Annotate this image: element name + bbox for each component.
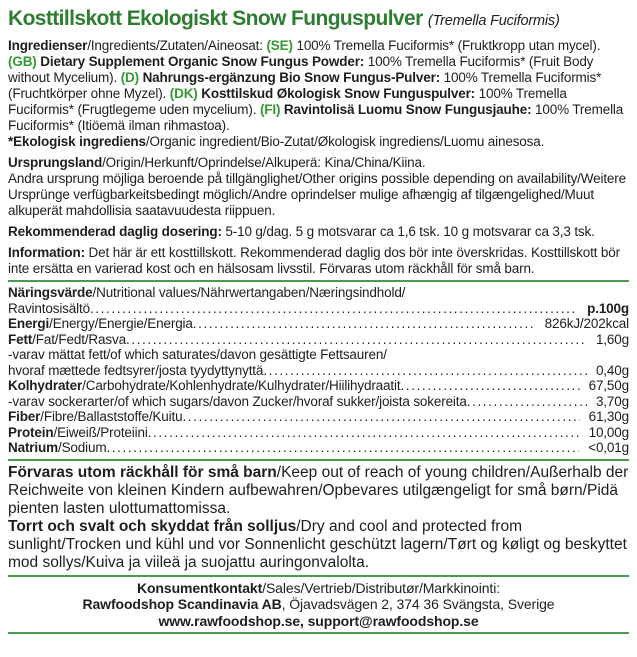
ingredients-segment: Kosttilskud Økologisk Snow Funguspulver: [197, 86, 476, 101]
dotted-leader [263, 363, 587, 379]
table-row: Fett/Fat/Fedt/Rasva ..... 1,60g [8, 332, 629, 348]
nutrition-label: Natrium [8, 440, 58, 455]
section-divider [8, 459, 629, 461]
nutrition-label: hvoraf mættede fedtsyrer/josta tyydyttynyttä [8, 362, 264, 378]
ingredients-segment: Dietary Supplement Organic Snow Fungus Powder: [36, 54, 365, 69]
organic-note-lead: *Ekologisk ingrediens [8, 134, 146, 149]
origin-heading-line [8, 155, 629, 171]
footer-web-email: www.rawfoodshop.se, support@rawfoodshop.se [158, 612, 479, 629]
nutrition-label: -varav sockerarter/of which sugars/davon Zucker/hvoraf sukker/joista sokereita [8, 393, 467, 409]
lang-tag-gb: (GB) [8, 54, 37, 69]
storage-dry-text: /Dry and cool and protected from sunlight/Trocken und kühl und vor Sonnenlicht geschützt lagern/Tørt og køligt og beskyttet mod sollys/Kuiva ja viileä ja suojattu auringonvalolta. [8, 517, 627, 571]
ingredients-segment: Nahrungs-ergänzung Bio Snow Fungus-Pulver: [138, 70, 441, 85]
dotted-leader [467, 394, 587, 410]
nutrition-value: 1,60g [595, 331, 629, 347]
footer-address-rest: , Öjavadsvägen 2, 374 36 Svängsta, Sverige [281, 596, 555, 612]
nutrition-label: Fiber [8, 409, 41, 424]
origin-heading: Ursprungsland [8, 155, 103, 170]
lang-tag-dk: (DK) [169, 86, 198, 101]
nutrition-value: 61,30g [588, 409, 629, 424]
storage-keep-heading: Förvaras utom räckhåll för små barn [8, 463, 277, 481]
product-name: Kosttillskott Ekologiskt Snow Funguspulver [8, 7, 423, 30]
footer-contact-heading: Konsumentkontakt [136, 579, 263, 596]
nutrition-value: 67,50g [588, 378, 629, 393]
ingredients-heading: Ingredienser [8, 38, 88, 53]
footer-contact [8, 580, 629, 597]
dosage-text: 5-10 g/dag. 5 g motsvarar ca 1,6 tsk. 10 g motsvarar ca 3,3 tsk. [221, 224, 595, 239]
table-row: Fiber/Fibre/Ballaststoffe/Kuitu ..... 61,30g [8, 409, 629, 425]
nutrition-table [8, 285, 629, 456]
table-row: Protein/Eiweiß/Proteiini ..... 10,00g [8, 425, 629, 441]
latin-name: (Tremella Fuciformis) [427, 13, 560, 29]
origin-countries: /Origin/Herkunft/Oprindelse/Alkuperä: Kina/China/Kiina. [102, 155, 426, 170]
lang-tag-fi: (FI) [259, 102, 281, 117]
ingredients-segment: 100% Tremella Fuciformis* (Fruit Body without Mycelium). [8, 54, 594, 85]
information-heading: Information: [8, 245, 85, 260]
nutrition-row-saturates-line1: -varav mättat fett/of which saturates/davon gesättigte Fettsauren/ [8, 347, 387, 362]
nutrition-value: 826kJ/202kcal [544, 316, 629, 331]
nutrition-label: Ravintosisältö [8, 300, 90, 316]
page-title [8, 6, 629, 34]
section-divider [8, 575, 629, 577]
ingredients-paragraph [8, 38, 629, 134]
storage-dry-heading: Torrt och svalt och skyddat från solljus [8, 517, 297, 535]
dotted-leader [400, 378, 579, 394]
nutrition-label: Kolhydrater [8, 378, 83, 393]
table-row: Energi/Energy/Energie/Energia ..... 826kJ/202kcal [8, 316, 629, 332]
footer-company-name: Rawfoodshop Scandinavia AB [82, 596, 282, 612]
origin-section [8, 155, 629, 219]
information-text: Det här är ett kosttillskott. Rekommenderad daglig dos bör inte överskridas. Kosttillskott bör inte ersätta en varierad kost och en hälsosam livsstil. Förvaras utom räckhåll för små barn. [8, 245, 620, 276]
footer-address [8, 596, 629, 613]
nutrition-label: /Nutritional values/Nährwertangaben/Næringsindhold/ [92, 285, 406, 300]
organic-note-rest: /Organic ingredient/Bio-Zutat/Økologisk ingrediens/Luomu ainesosa. [145, 134, 545, 149]
dotted-leader [90, 301, 578, 317]
nutrition-value: <0,01g [588, 440, 629, 455]
dotted-leader [148, 425, 580, 441]
nutrition-label: Näringsvärde [8, 285, 93, 300]
nutrition-value: 0,40g [595, 362, 629, 378]
section-divider [8, 632, 629, 634]
dosage-paragraph [8, 224, 629, 240]
lang-tag-se: (SE) [266, 38, 293, 53]
ingredients-segment: Ravintolisä Luomu Snow Fungusjauhe: [280, 102, 532, 117]
nutrition-label: Fett [8, 331, 33, 347]
ingredients-segment: /Ingredients/Zutaten/Aineosat: [87, 38, 267, 53]
table-row: Kolhydrater/Carbohydrate/Kohlenhydrate/Kulhydrater/Hiilihydraatit ..... 67,50g [8, 378, 629, 394]
storage-keep-paragraph [8, 464, 629, 518]
origin-disclaimer: Andra ursprung möjliga beroende på tillgänglighet/Other origins possible depending on availability/Weitere Ursprünge verfügbarkeitsbedingt möglich/Andre oprindelser mulige afhængig af tilgængelighed/Muut alkuperät mahdollisia saatavuudesta riippuen. [8, 171, 626, 218]
nutrition-value: 10,00g [588, 424, 629, 440]
nutrition-label: Protein [8, 424, 54, 440]
dotted-leader [106, 440, 579, 456]
ingredients-segment: 100% Tremella Fuciformis* (Fruchtkörper ohne Myzel). [8, 70, 602, 101]
table-row [8, 394, 629, 410]
dotted-leader [193, 316, 536, 332]
storage-dry-paragraph [8, 518, 629, 572]
nutrition-value: p.100g [587, 300, 629, 316]
footer-contact-block [8, 580, 629, 630]
dotted-leader [126, 332, 587, 348]
nutrition-label: Energi [8, 316, 50, 331]
footer-contact-rest: /Sales/Vertrieb/Distributør/Markkinointi: [262, 579, 501, 596]
storage-keep-text: /Keep out of reach of young children/Außerhalb der Reichweite von kleinen Kindern aufbewahren/Opbevares utilgængeligt for små børn/Pidä pienten lasten ulottumattomissa. [8, 463, 629, 517]
dosage-heading: Rekommenderad daglig dosering: [8, 224, 222, 239]
table-row [8, 347, 629, 378]
organic-note [8, 134, 629, 150]
table-row [8, 285, 629, 316]
ingredients-segment: 100% Tremella Fuciformis* (Itiöemä ilman rihmastoa). [8, 102, 624, 133]
dotted-leader [182, 409, 579, 425]
ingredients-segment: 100% Tremella Fuciformis* (Fruktkropp utan mycel). [292, 38, 601, 53]
lang-tag-d: (D) [120, 70, 139, 85]
ingredients-segment: 100% Tremella Fuciformis* (Frugtlegeme uden mycelium). [8, 86, 567, 117]
nutrition-row-header-line1 [8, 285, 629, 301]
information-paragraph [8, 245, 629, 277]
table-row: Natrium/Sodium ..... <0,01g [8, 440, 629, 456]
section-divider [8, 280, 629, 282]
nutrition-value: 3,70g [595, 393, 629, 409]
